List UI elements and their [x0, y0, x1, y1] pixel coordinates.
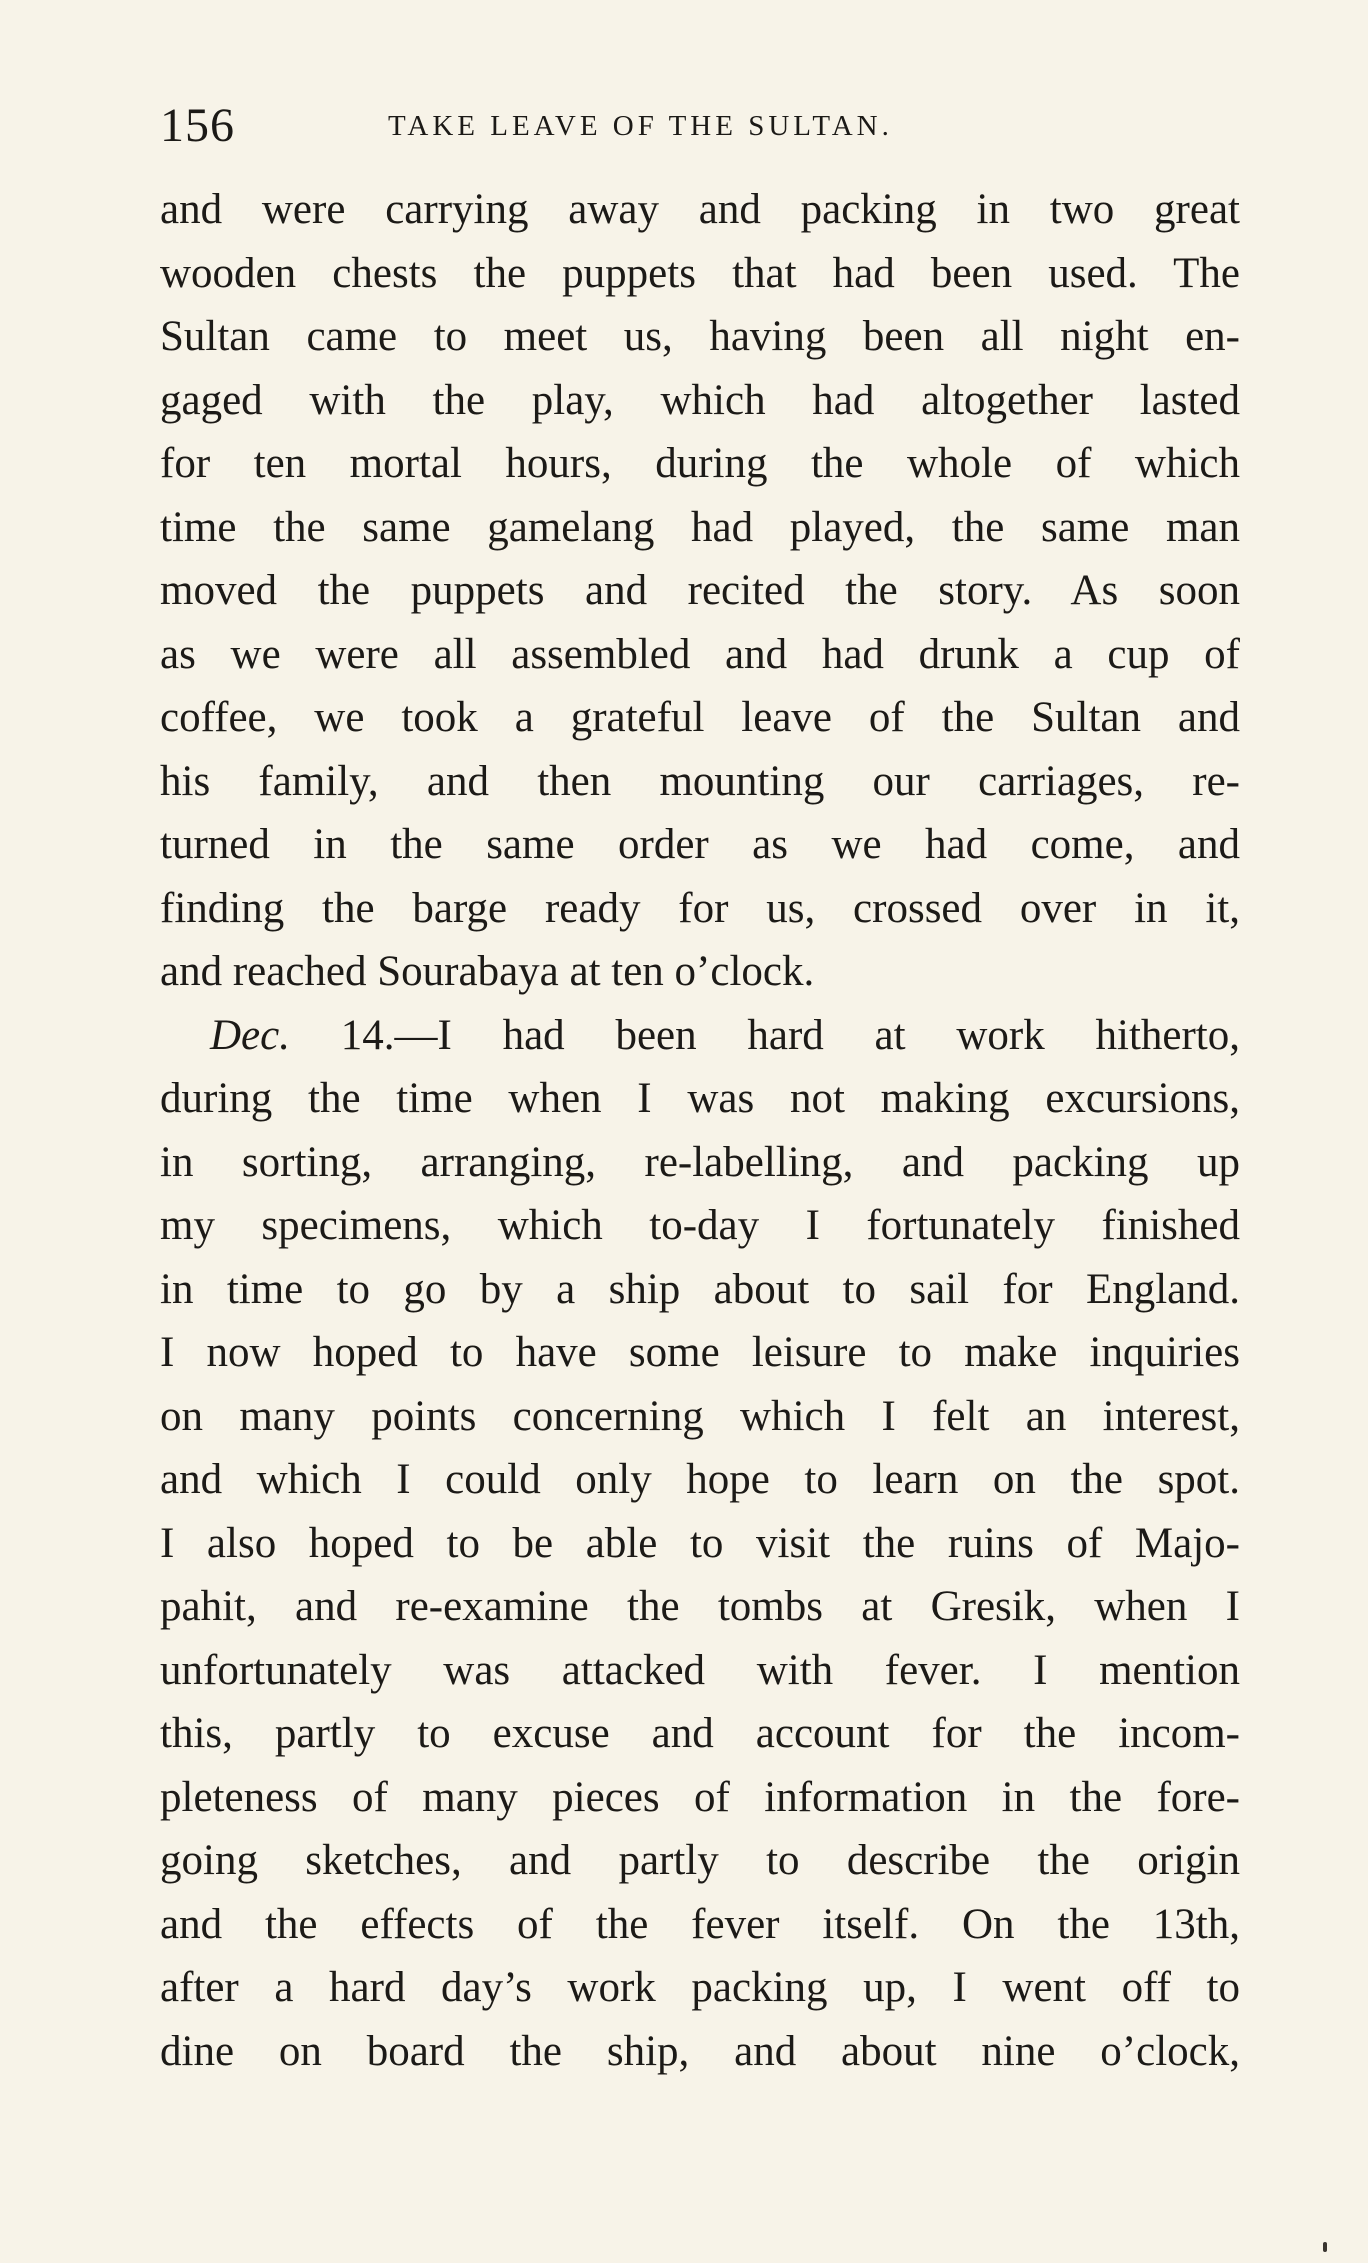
text-line: after a hard day’s work packing up, I went off to — [160, 1964, 1240, 2011]
body-text — [160, 178, 1240, 2083]
text-line: coffee, we took a grateful leave of the Sultan and — [160, 694, 1240, 741]
text-line: going sketches, and partly to describe the origin — [160, 1837, 1240, 1884]
text-line: finding the barge ready for us, crossed over in it, — [160, 884, 1240, 932]
text-line: moved the puppets and recited the story. As soon — [160, 567, 1240, 614]
text-line: time the same gamelang had played, the same man — [160, 503, 1240, 551]
text-line: as we were all assembled and had drunk a cup of — [160, 630, 1240, 678]
page-header — [160, 96, 1240, 156]
text-line: during the time when I was not making excursions, — [160, 1075, 1240, 1122]
paragraph-end-line: and reached Sourabaya at ten o’clock. — [160, 948, 815, 995]
running-head: TAKE LEAVE OF THE SULTAN. — [388, 110, 893, 142]
text-line: turned in the same order as we had come, and — [160, 821, 1240, 868]
page-number: 156 — [160, 99, 235, 152]
dated-paragraph-start — [160, 1004, 1240, 1068]
text-line: unfortunately was attacked with fever. I mention — [160, 1646, 1240, 1694]
text-line: my specimens, which to-day I fortunately finished — [160, 1202, 1240, 1249]
text-line: wooden chests the puppets that had been used. The — [160, 249, 1240, 297]
text-line: gaged with the play, which had altogether lasted — [160, 376, 1240, 424]
scan-speck-mark — [1323, 2242, 1327, 2252]
text-line: pleteness of many pieces of information in the fore- — [160, 1773, 1240, 1821]
text-line: on many points concerning which I felt an interest, — [160, 1392, 1240, 1440]
text-line: his family, and then mounting our carriages, re- — [160, 757, 1240, 805]
text-line: for ten mortal hours, during the whole of which — [160, 440, 1240, 487]
date-line-text: 14.—I had been hard at work hitherto, — [289, 1011, 1240, 1059]
text-line: pahit, and re-examine the tombs at Gresik, when I — [160, 1583, 1240, 1630]
text-line: and were carrying away and packing in two great — [160, 186, 1240, 233]
text-line: in time to go by a ship about to sail for England. — [160, 1265, 1240, 1313]
text-line: and which I could only hope to learn on the spot. — [160, 1456, 1240, 1503]
text-line: I also hoped to be able to visit the ruins of Majo- — [160, 1519, 1240, 1567]
text-line: dine on board the ship, and about nine o’clock, — [160, 2027, 1240, 2075]
text-line: this, partly to excuse and account for the incom- — [160, 1710, 1240, 1757]
date-label: Dec. — [210, 1011, 290, 1059]
text-line: I now hoped to have some leisure to make inquiries — [160, 1329, 1240, 1376]
text-line: Sultan came to meet us, having been all night en- — [160, 313, 1240, 360]
text-line: and the effects of the fever itself. On the 13th, — [160, 1900, 1240, 1948]
text-line: in sorting, arranging, re-labelling, and packing up — [160, 1138, 1240, 1186]
